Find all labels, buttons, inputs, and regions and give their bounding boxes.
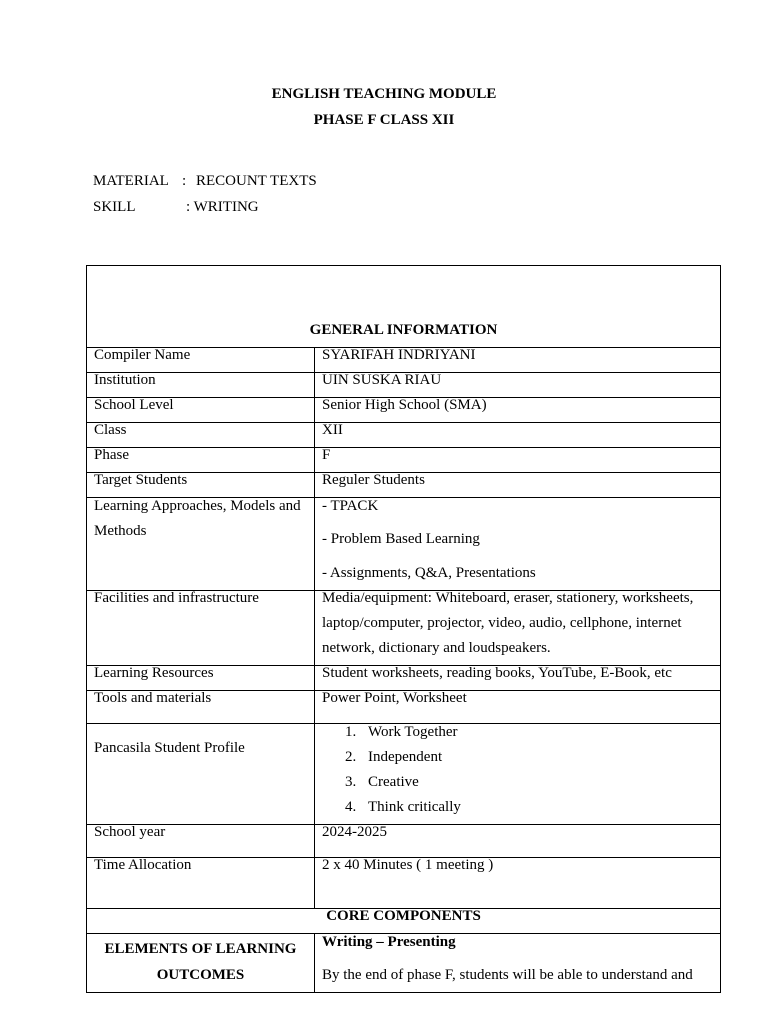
phase-label: Phase bbox=[94, 447, 129, 463]
approach-item: - TPACK bbox=[322, 498, 379, 514]
tools-value: Power Point, Worksheet bbox=[322, 690, 467, 706]
list-item: Creative bbox=[368, 774, 419, 790]
class-label: Class bbox=[94, 422, 127, 438]
phase-value: F bbox=[322, 447, 331, 463]
facilities-line: laptop/computer, projector, video, audio, cellphone, internet bbox=[322, 615, 682, 631]
list-item: Think critically bbox=[368, 799, 461, 815]
writing-text: By the end of phase F, students will be able to understand and bbox=[322, 967, 693, 983]
learning-resources-label: Learning Resources bbox=[94, 665, 214, 681]
compiler-name-value: SYARIFAH INDRIYANI bbox=[322, 347, 476, 363]
list-number: 1. bbox=[345, 724, 357, 740]
facilities-label: Facilities and infrastructure bbox=[94, 590, 259, 606]
elements-heading-cont: OUTCOMES bbox=[156, 967, 245, 983]
column-divider bbox=[314, 933, 315, 993]
column-divider bbox=[314, 347, 315, 908]
list-item: Work Together bbox=[368, 724, 458, 740]
row-divider bbox=[87, 447, 720, 448]
approaches-label: Learning Approaches, Models and bbox=[94, 498, 301, 514]
approach-item: - Assignments, Q&A, Presentations bbox=[322, 565, 536, 581]
material-separator: : bbox=[182, 173, 187, 189]
institution-label: Institution bbox=[94, 372, 156, 388]
target-students-label: Target Students bbox=[94, 472, 188, 488]
compiler-name-label: Compiler Name bbox=[94, 347, 191, 363]
school-year-label: School year bbox=[94, 824, 166, 840]
facilities-line: Media/equipment: Whiteboard, eraser, stationery, worksheets, bbox=[322, 590, 694, 606]
list-number: 2. bbox=[345, 749, 357, 765]
elements-heading: ELEMENTS OF LEARNING bbox=[104, 941, 297, 957]
core-components-heading: CORE COMPONENTS bbox=[326, 908, 481, 924]
learning-resources-value: Student worksheets, reading books, YouTube, E-Book, etc bbox=[322, 665, 672, 681]
material-label: MATERIAL bbox=[93, 173, 169, 189]
tools-label: Tools and materials bbox=[94, 690, 212, 706]
module-subtitle: PHASE F CLASS XII bbox=[313, 112, 455, 128]
institution-value: UIN SUSKA RIAU bbox=[322, 372, 442, 388]
skill-label: SKILL bbox=[93, 199, 136, 215]
approaches-label-cont: Methods bbox=[94, 523, 147, 539]
target-students-value: Reguler Students bbox=[322, 472, 425, 488]
class-value: XII bbox=[322, 422, 343, 438]
row-divider bbox=[87, 422, 720, 423]
time-allocation-value: 2 x 40 Minutes ( 1 meeting ) bbox=[322, 857, 494, 873]
school-level-label: School Level bbox=[94, 397, 174, 413]
school-level-value: Senior High School (SMA) bbox=[322, 397, 487, 413]
material-value: RECOUNT TEXTS bbox=[196, 173, 317, 189]
module-title: ENGLISH TEACHING MODULE bbox=[271, 86, 497, 102]
approach-item: - Problem Based Learning bbox=[322, 531, 480, 547]
list-number: 4. bbox=[345, 799, 357, 815]
facilities-line: network, dictionary and loudspeakers. bbox=[322, 640, 551, 656]
general-information-heading: GENERAL INFORMATION bbox=[309, 322, 498, 338]
list-item: Independent bbox=[368, 749, 443, 765]
row-divider bbox=[87, 824, 720, 825]
list-number: 3. bbox=[345, 774, 357, 790]
writing-heading: Writing – Presenting bbox=[322, 934, 456, 950]
general-information-table bbox=[86, 265, 721, 993]
profile-label: Pancasila Student Profile bbox=[94, 740, 245, 756]
school-year-value: 2024-2025 bbox=[322, 824, 387, 840]
time-allocation-label: Time Allocation bbox=[94, 857, 192, 873]
skill-value: : WRITING bbox=[186, 199, 259, 215]
